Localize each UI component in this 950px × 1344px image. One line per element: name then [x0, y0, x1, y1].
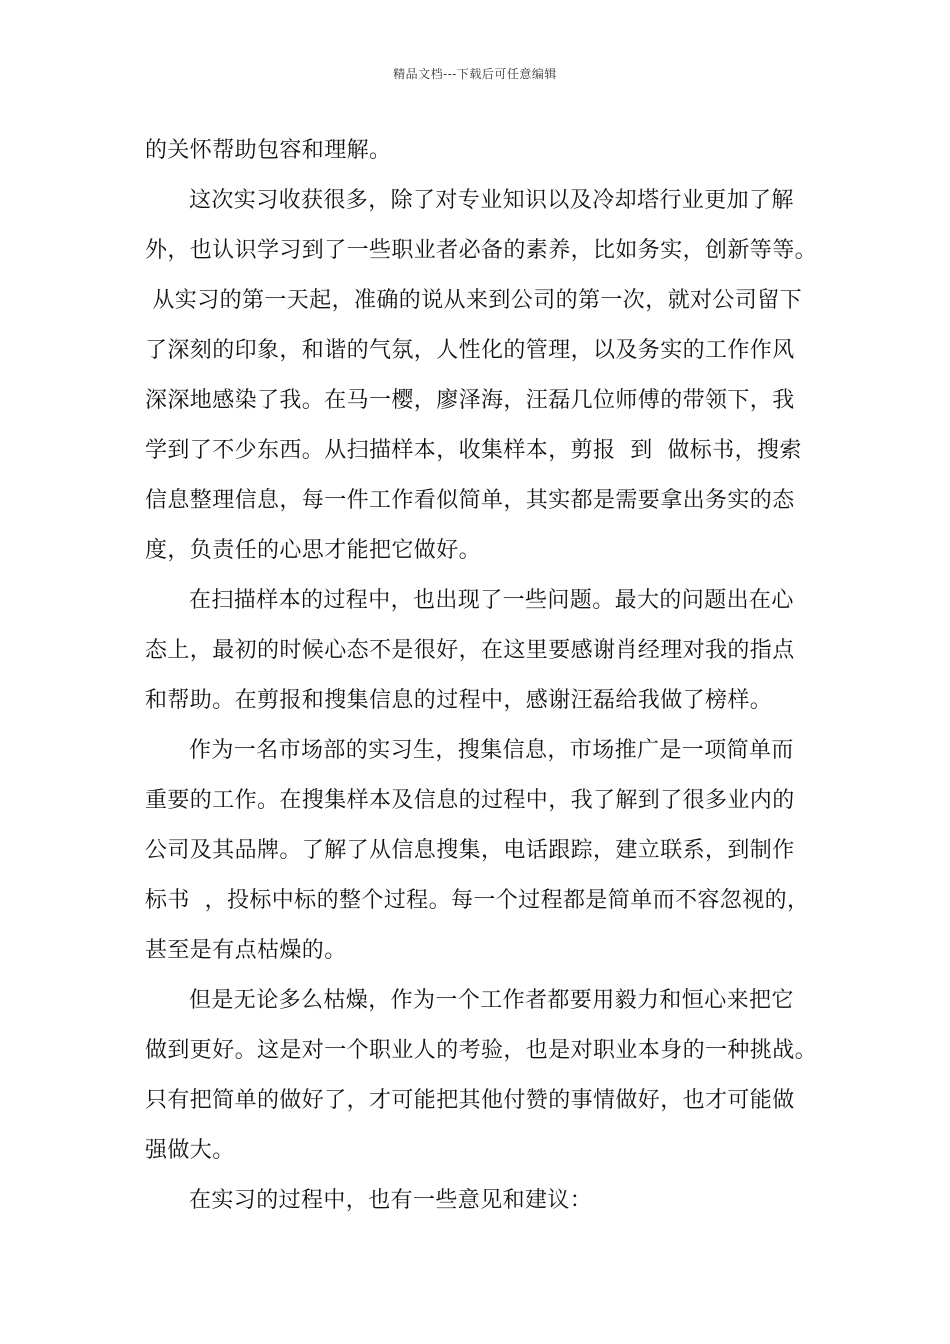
text-line: 标书 ，投标中标的整个过程。每一个过程都是简单而不容忽视的， — [145, 888, 810, 913]
text-line: 从实习的第一天起，准确的说从来到公司的第一次，就对公司留下 — [145, 288, 802, 313]
text-line: 了深刻的印象，和谐的气氛，人性化的管理，以及务实的工作作风 — [145, 338, 795, 363]
text-line: 态上，最初的时候心态不是很好，在这里要感谢肖经理对我的指点 — [145, 638, 795, 663]
text-line: 在扫描样本的过程中，也出现了一些问题。最大的问题出在心 — [189, 588, 794, 613]
text-line: 作为一名市场部的实习生，搜集信息，市场推广是一项简单而 — [189, 738, 794, 763]
text-line: 信息整理信息，每一件工作看似简单，其实都是需要拿出务实的态 — [145, 488, 795, 513]
text-line: 学到了不少东西。从扫描样本，收集样本，剪报 到 做标书，搜索 — [145, 438, 802, 463]
text-line: 和帮助。在剪报和搜集信息的过程中，感谢汪磊给我做了榜样。 — [145, 688, 773, 713]
text-line: 做到更好。这是对一个职业人的考验，也是对职业本身的一种挑战。 — [145, 1038, 818, 1063]
text-line: 在实习的过程中，也有一些意见和建议： — [189, 1188, 593, 1213]
text-line: 但是无论多么枯燥，作为一个工作者都要用毅力和恒心来把它 — [189, 988, 794, 1013]
text-line: 公司及其品牌。了解了从信息搜集，电话跟踪，建立联系，到制作 — [145, 838, 795, 863]
text-line: 度，负责任的心思才能把它做好。 — [145, 538, 482, 563]
text-line: 外，也认识学习到了一些职业者必备的素养，比如务实，创新等等。 — [145, 238, 818, 263]
text-line: 只有把简单的做好了，才可能把其他付赞的事情做好，也才可能做 — [145, 1088, 795, 1113]
text-line: 甚至是有点枯燥的。 — [145, 938, 347, 963]
text-line: 重要的工作。在搜集样本及信息的过程中，我了解到了很多业内的 — [145, 788, 795, 813]
page-header: 精品文档---下载后可任意编辑 — [393, 67, 557, 81]
text-line: 强做大。 — [145, 1138, 235, 1163]
text-line: 深深地感染了我。在马一樱，廖泽海，汪磊几位师傅的带领下，我 — [145, 388, 795, 413]
text-line: 的关怀帮助包容和理解。 — [145, 138, 392, 163]
text-line: 这次实习收获很多，除了对专业知识以及冷却塔行业更加了解 — [189, 188, 794, 213]
